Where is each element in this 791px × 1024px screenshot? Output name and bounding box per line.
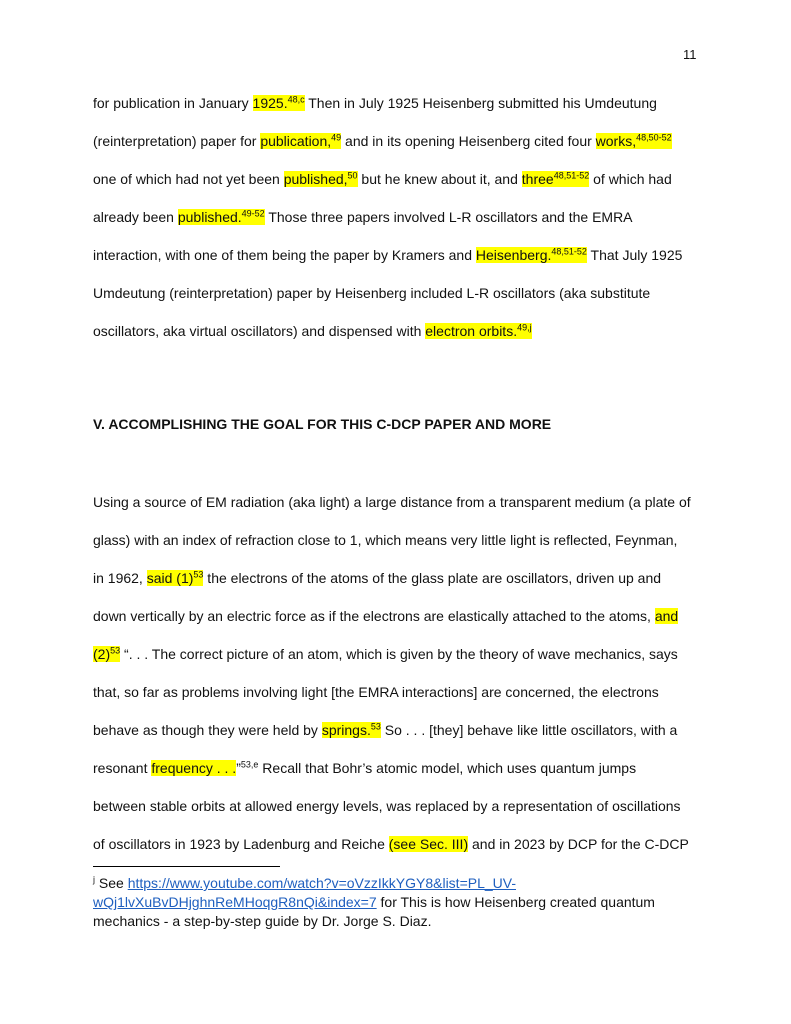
highlight: 1925.$^{48,c}$	[252, 94, 305, 111]
citation: 48,50-52	[636, 132, 672, 143]
highlight: works,$^{48,50-52}$	[595, 132, 672, 149]
text-line: already been published.$^{49-52}$ Those three papers involved L-R oscillators and the EMRA	[93, 208, 633, 225]
text-line: Using a source of EM radiation (aka light) a large distance from a transparent medium (a plate of	[93, 494, 691, 510]
citation: 49-52	[241, 208, 265, 219]
highlight: (see Sec. III)	[388, 836, 469, 852]
highlight: Heisenberg.$^{48,51-52}$	[475, 246, 587, 263]
highlight: published,$^{50}$	[283, 170, 358, 187]
highlight: electron orbits.$^{49,j}$	[425, 322, 532, 339]
highlight: publication,$^{49}$	[260, 132, 342, 149]
citation: 50	[347, 170, 358, 181]
text-line: $(2)^{53}$ “. . . The correct picture of an atom, which is given by the theory of wave mechanics, says	[93, 645, 678, 662]
paragraph-section-v	[93, 483, 713, 863]
text-line: for publication in January 1925.$^{48,c}$ Then in July 1925 Heisenberg submitted his Umdeutung	[93, 94, 657, 111]
text-line: of oscillators in 1923 by Ladenburg and Reiche (see Sec. III) and in 2023 by DCP for the C-DCP	[93, 836, 689, 852]
page-number: 11	[683, 47, 697, 62]
text-line: that, so far as problems involving light [the EMRA interactions] are concerned, the electrons	[93, 684, 659, 700]
text-line: between stable orbits at allowed energy levels, was replaced by a representation of oscillations	[93, 798, 681, 814]
text-line: in 1962, said $(1)^{53}$ the electrons of the atoms of the glass plate are oscillators, driven up and	[93, 569, 662, 586]
citation: 49,j	[517, 322, 532, 333]
citation: 53	[110, 645, 121, 656]
text-line: oscillators, aka virtual oscillators) and dispensed with electron orbits.$^{49,j}$	[93, 322, 532, 339]
text-line: glass) with an index of refraction close to 1, which means very little light is reflected, Feynman,	[93, 532, 678, 548]
highlight: published.$^{49-52}$	[177, 208, 265, 225]
text-line: one of which had not yet been published,$^{50}$ but he knew about it, and three$^{48,51-52}$ of which had	[93, 170, 672, 187]
text-line: interaction, with one of them being the paper by Kramers and Heisenberg.$^{48,51-52}$ That July 1925	[93, 246, 683, 263]
footnote-link[interactable]: https://www.youtube.com/watch?v=oVzzIkkYGY8&list=PL_UV- wQj1lvXuBvDHjghnReMHoqgR8nQi&index=7	[93, 875, 516, 910]
citation: 48,51-52	[553, 170, 590, 181]
section-heading: V. ACCOMPLISHING THE GOAL FOR THIS C-DCP PAPER AND MORE	[93, 416, 552, 432]
footnote-separator	[93, 866, 280, 867]
citation: 53	[193, 569, 204, 580]
text-line: behave as though they were held by springs.$^{53}$ So . . . [they] behave like little oscillators, with a	[93, 721, 678, 738]
text-line: (reinterpretation) paper for publication,$^{49}$ and in its opening Heisenberg cited four works,$^{48,50-52}$	[93, 132, 672, 149]
citation: 49	[331, 132, 342, 143]
highlight: and	[654, 608, 679, 624]
citation: 48,c	[287, 94, 305, 105]
citation: 53	[370, 721, 381, 732]
footnote: $^j$ See https://www.youtube.com/watch?v=oVzzIkkYGY8&list=PL_UV- wQj1lvXuBvDHjghnReMHoqgR8nQi&index=7 for This is how Heisenberg created quantum mechanics - a step-by-step guide by Dr. Jorge S. Diaz.	[93, 874, 655, 929]
citation: 48,51-52	[551, 246, 587, 257]
highlight: said $(1)^{53}$	[146, 569, 204, 586]
paragraph-continuation	[93, 84, 713, 350]
footnote-marker: j	[93, 874, 95, 885]
text-line: resonant frequency . . .”$^{53,e}$ Recall that Bohr’s atomic model, which uses quantum jumps	[93, 759, 637, 776]
highlight: frequency . . .	[151, 760, 237, 776]
highlight: springs.$^{53}$	[321, 721, 381, 738]
highlight: three$^{48,51-52}$	[521, 170, 590, 187]
text-line: Umdeutung (reinterpretation) paper by Heisenberg included L-R oscillators (aka substitute	[93, 285, 651, 301]
highlight: $(2)^{53}$	[93, 645, 121, 662]
citation: 53,e	[240, 759, 259, 770]
text-line: down vertically by an electric force as if the electrons are elastically attached to the atoms, and	[93, 608, 679, 624]
